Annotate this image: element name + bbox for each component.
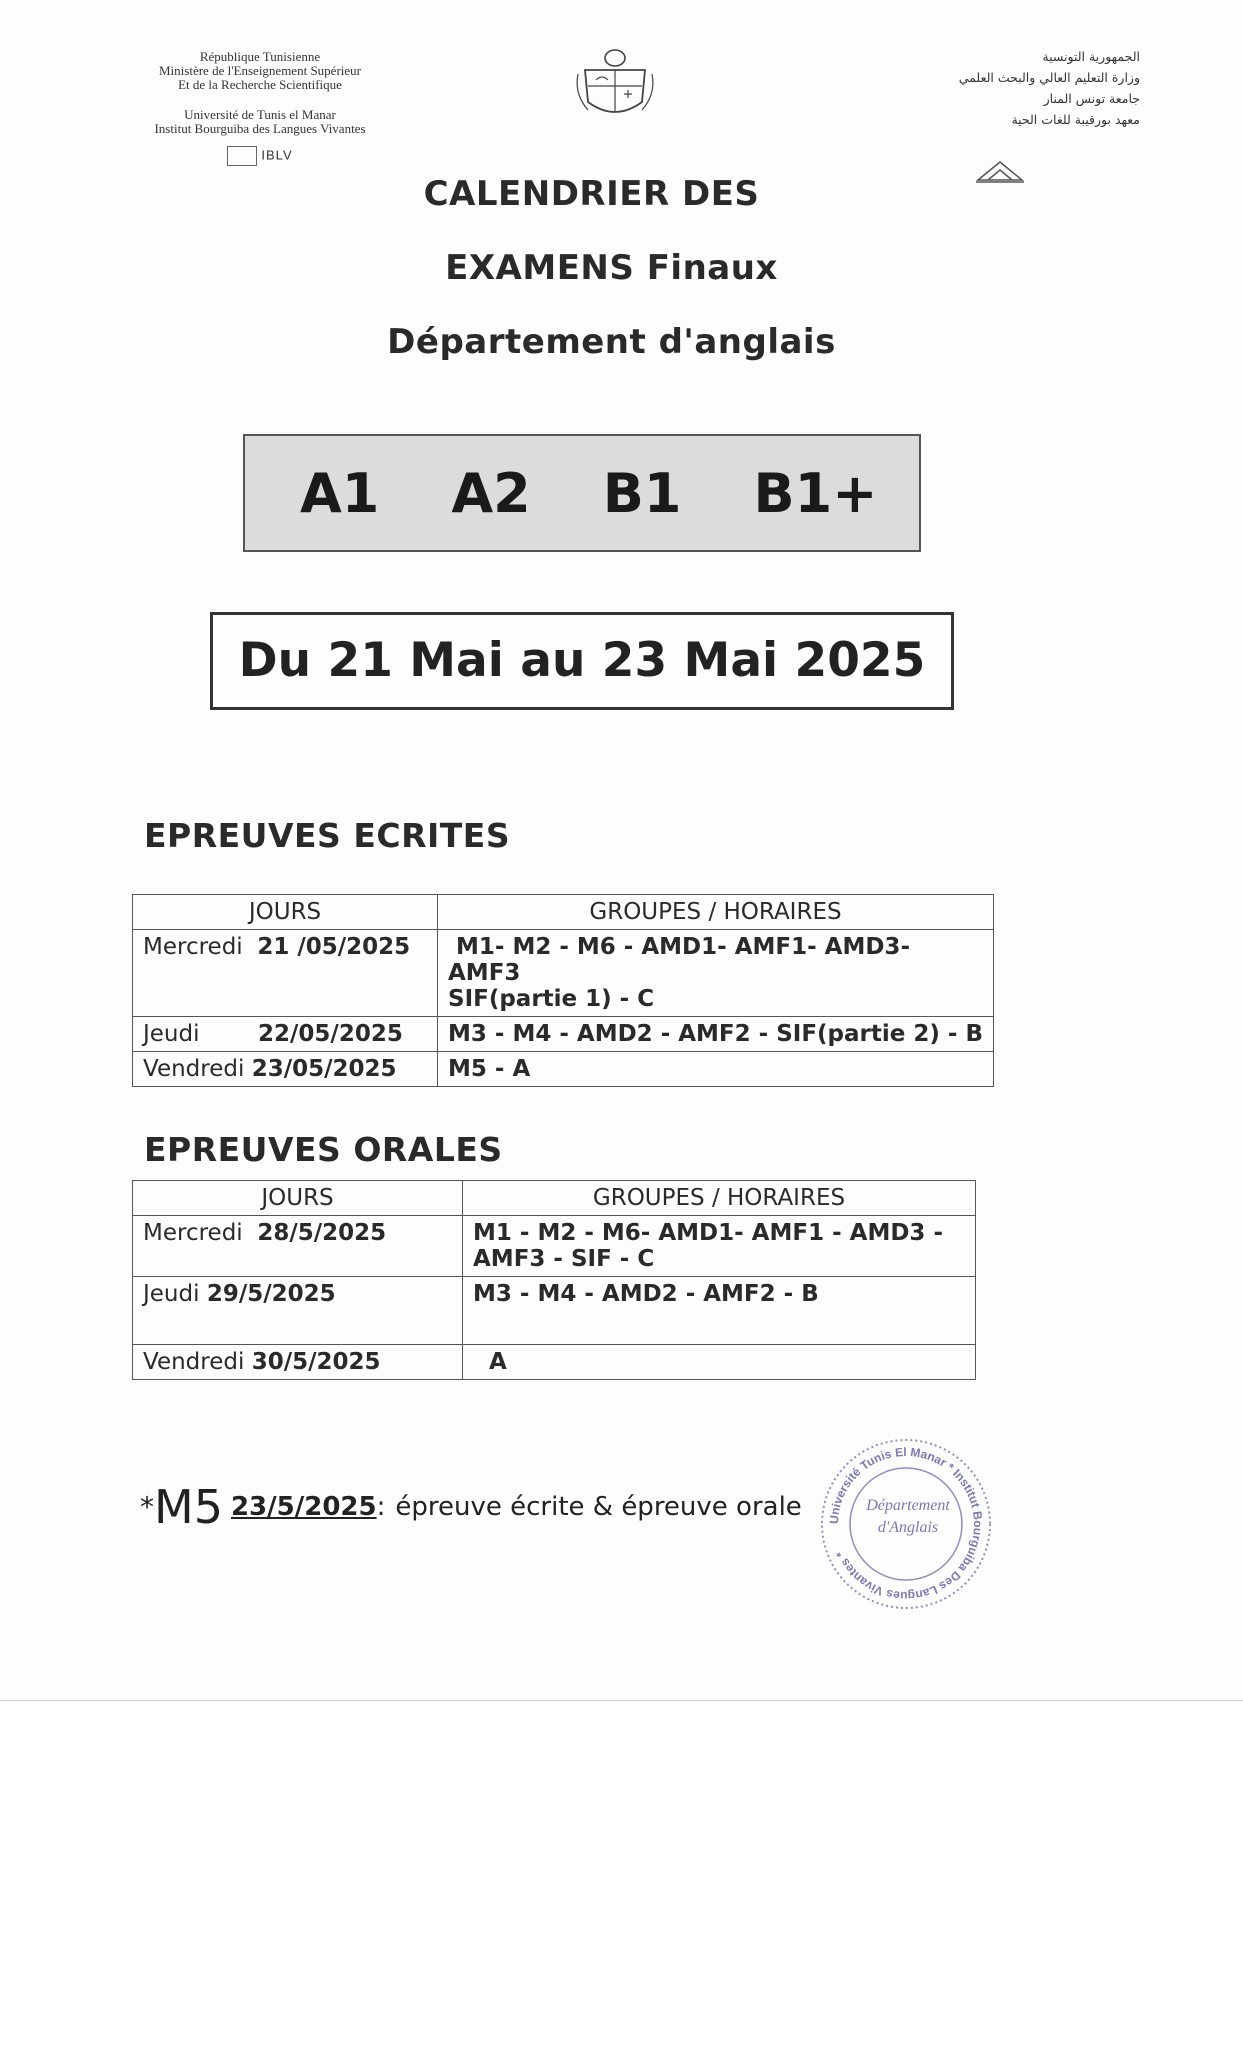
groups-text: A: [489, 1349, 507, 1375]
day-name: Jeudi: [143, 1021, 200, 1047]
header-left-line: Institut Bourguiba des Langues Vivantes: [154, 121, 366, 136]
oral-exams-table: [132, 1180, 976, 1380]
header-right-line: جامعة تونس المنار: [1043, 91, 1140, 106]
note-date: 23/5/2025: [230, 1492, 377, 1522]
levels-box: [243, 434, 921, 552]
note-group: M5: [154, 1480, 223, 1534]
header-left-line: République Tunisienne: [199, 49, 321, 64]
stamp-line-1: Département: [866, 1497, 950, 1514]
day-cell: [133, 1277, 463, 1345]
day-name: Jeudi: [143, 1281, 200, 1307]
table-header-row: [133, 1181, 976, 1216]
day-cell: [133, 1216, 463, 1277]
table-row: [133, 1052, 994, 1087]
iblv-logo: [70, 146, 450, 166]
groups-text-line-2: AMF3 - SIF - C: [473, 1246, 655, 1272]
header-right-line: وزارة التعليم العالي والبحث العلمي: [958, 70, 1140, 85]
day-name: Vendredi: [143, 1349, 245, 1375]
stamp-ring-text: Université Tunis El Manar * Institut Bourguiba Des Langues Vivantes *: [826, 1444, 986, 1604]
stamp-label: [858, 1495, 958, 1539]
groups-cell: M3 - M4 - AMD2 - AMF2 - SIF(partie 2) - B: [438, 1017, 994, 1052]
day-cell: [133, 1052, 438, 1087]
day-name: Mercredi: [143, 934, 243, 960]
day-date: 21 /05/2025: [257, 934, 411, 960]
table-row: [133, 1345, 976, 1380]
table-row: [133, 1017, 994, 1052]
note-asterisk: *: [140, 1490, 154, 1524]
day-date: 23/05/2025: [251, 1056, 397, 1082]
day-name: Mercredi: [143, 1220, 243, 1246]
note-colon: :: [376, 1492, 386, 1522]
groups-text: M1 - M2 - M6- AMD1- AMF1 - AMD3 -: [473, 1220, 943, 1246]
note-text: épreuve écrite & épreuve orale: [395, 1492, 802, 1522]
header-left-line: Et de la Recherche Scientifique: [178, 77, 342, 92]
groups-cell: [463, 1345, 976, 1380]
header-right-line: معهد بورقيبة للغات الحية: [1011, 112, 1140, 127]
table-row: [133, 930, 994, 1017]
groups-cell: [463, 1216, 976, 1277]
page-title-line-1: CALENDRIER DES: [423, 174, 760, 214]
level-label: A1: [300, 461, 380, 525]
groups-cell: M3 - M4 - AMD2 - AMF2 - B: [463, 1277, 976, 1345]
date-range-box: Du 21 Mai au 23 Mai 2025: [210, 612, 954, 710]
page-title-line-2: EXAMENS Finaux: [445, 248, 778, 288]
col-header-groups: GROUPES / HORAIRES: [463, 1181, 976, 1216]
header-left-line: Ministère de l'Enseignement Supérieur: [159, 63, 361, 78]
day-cell: [133, 1017, 438, 1052]
written-exams-table: [132, 894, 994, 1087]
tunisia-crest-icon: [570, 44, 660, 122]
col-header-days: JOURS: [133, 895, 438, 930]
groups-cell: [438, 930, 994, 1017]
groups-text-line-2: SIF(partie 1) - C: [448, 986, 655, 1012]
written-exams-title: EPREUVES ECRITES: [144, 816, 511, 855]
groups-cell: M5 - A: [438, 1052, 994, 1087]
header-right-block: [790, 46, 1140, 130]
level-label: B1: [602, 461, 682, 525]
stamp-line-2: d'Anglais: [877, 1519, 939, 1536]
day-date: 30/5/2025: [251, 1349, 381, 1375]
level-label: A2: [451, 461, 531, 525]
header-right-line: الجمهورية التونسية: [1042, 49, 1140, 64]
oral-exams-title: EPREUVES ORALES: [144, 1130, 503, 1169]
table-row: [133, 1216, 976, 1277]
page-title-line-3: Département d'anglais: [387, 322, 836, 362]
col-header-days: JOURS: [133, 1181, 463, 1216]
m5-note: [140, 1480, 802, 1534]
iblv-logo-text: IBLV: [261, 147, 293, 163]
day-date: 28/5/2025: [257, 1220, 387, 1246]
groups-text: M1- M2 - M6 - AMD1- AMF1- AMD3- AMF3: [448, 934, 910, 986]
table-header-row: [133, 895, 994, 930]
level-label: B1+: [753, 461, 878, 525]
day-date: 22/05/2025: [258, 1021, 403, 1047]
day-cell: [133, 1345, 463, 1380]
table-row: [133, 1277, 976, 1345]
iblv-logo-icon: [227, 146, 257, 166]
day-name: Vendredi: [143, 1056, 245, 1082]
header-left-line: Université de Tunis el Manar: [184, 107, 336, 122]
header-left-block: [70, 50, 450, 166]
day-cell: [133, 930, 438, 1017]
day-date: 29/5/2025: [206, 1281, 336, 1307]
col-header-groups: GROUPES / HORAIRES: [438, 895, 994, 930]
